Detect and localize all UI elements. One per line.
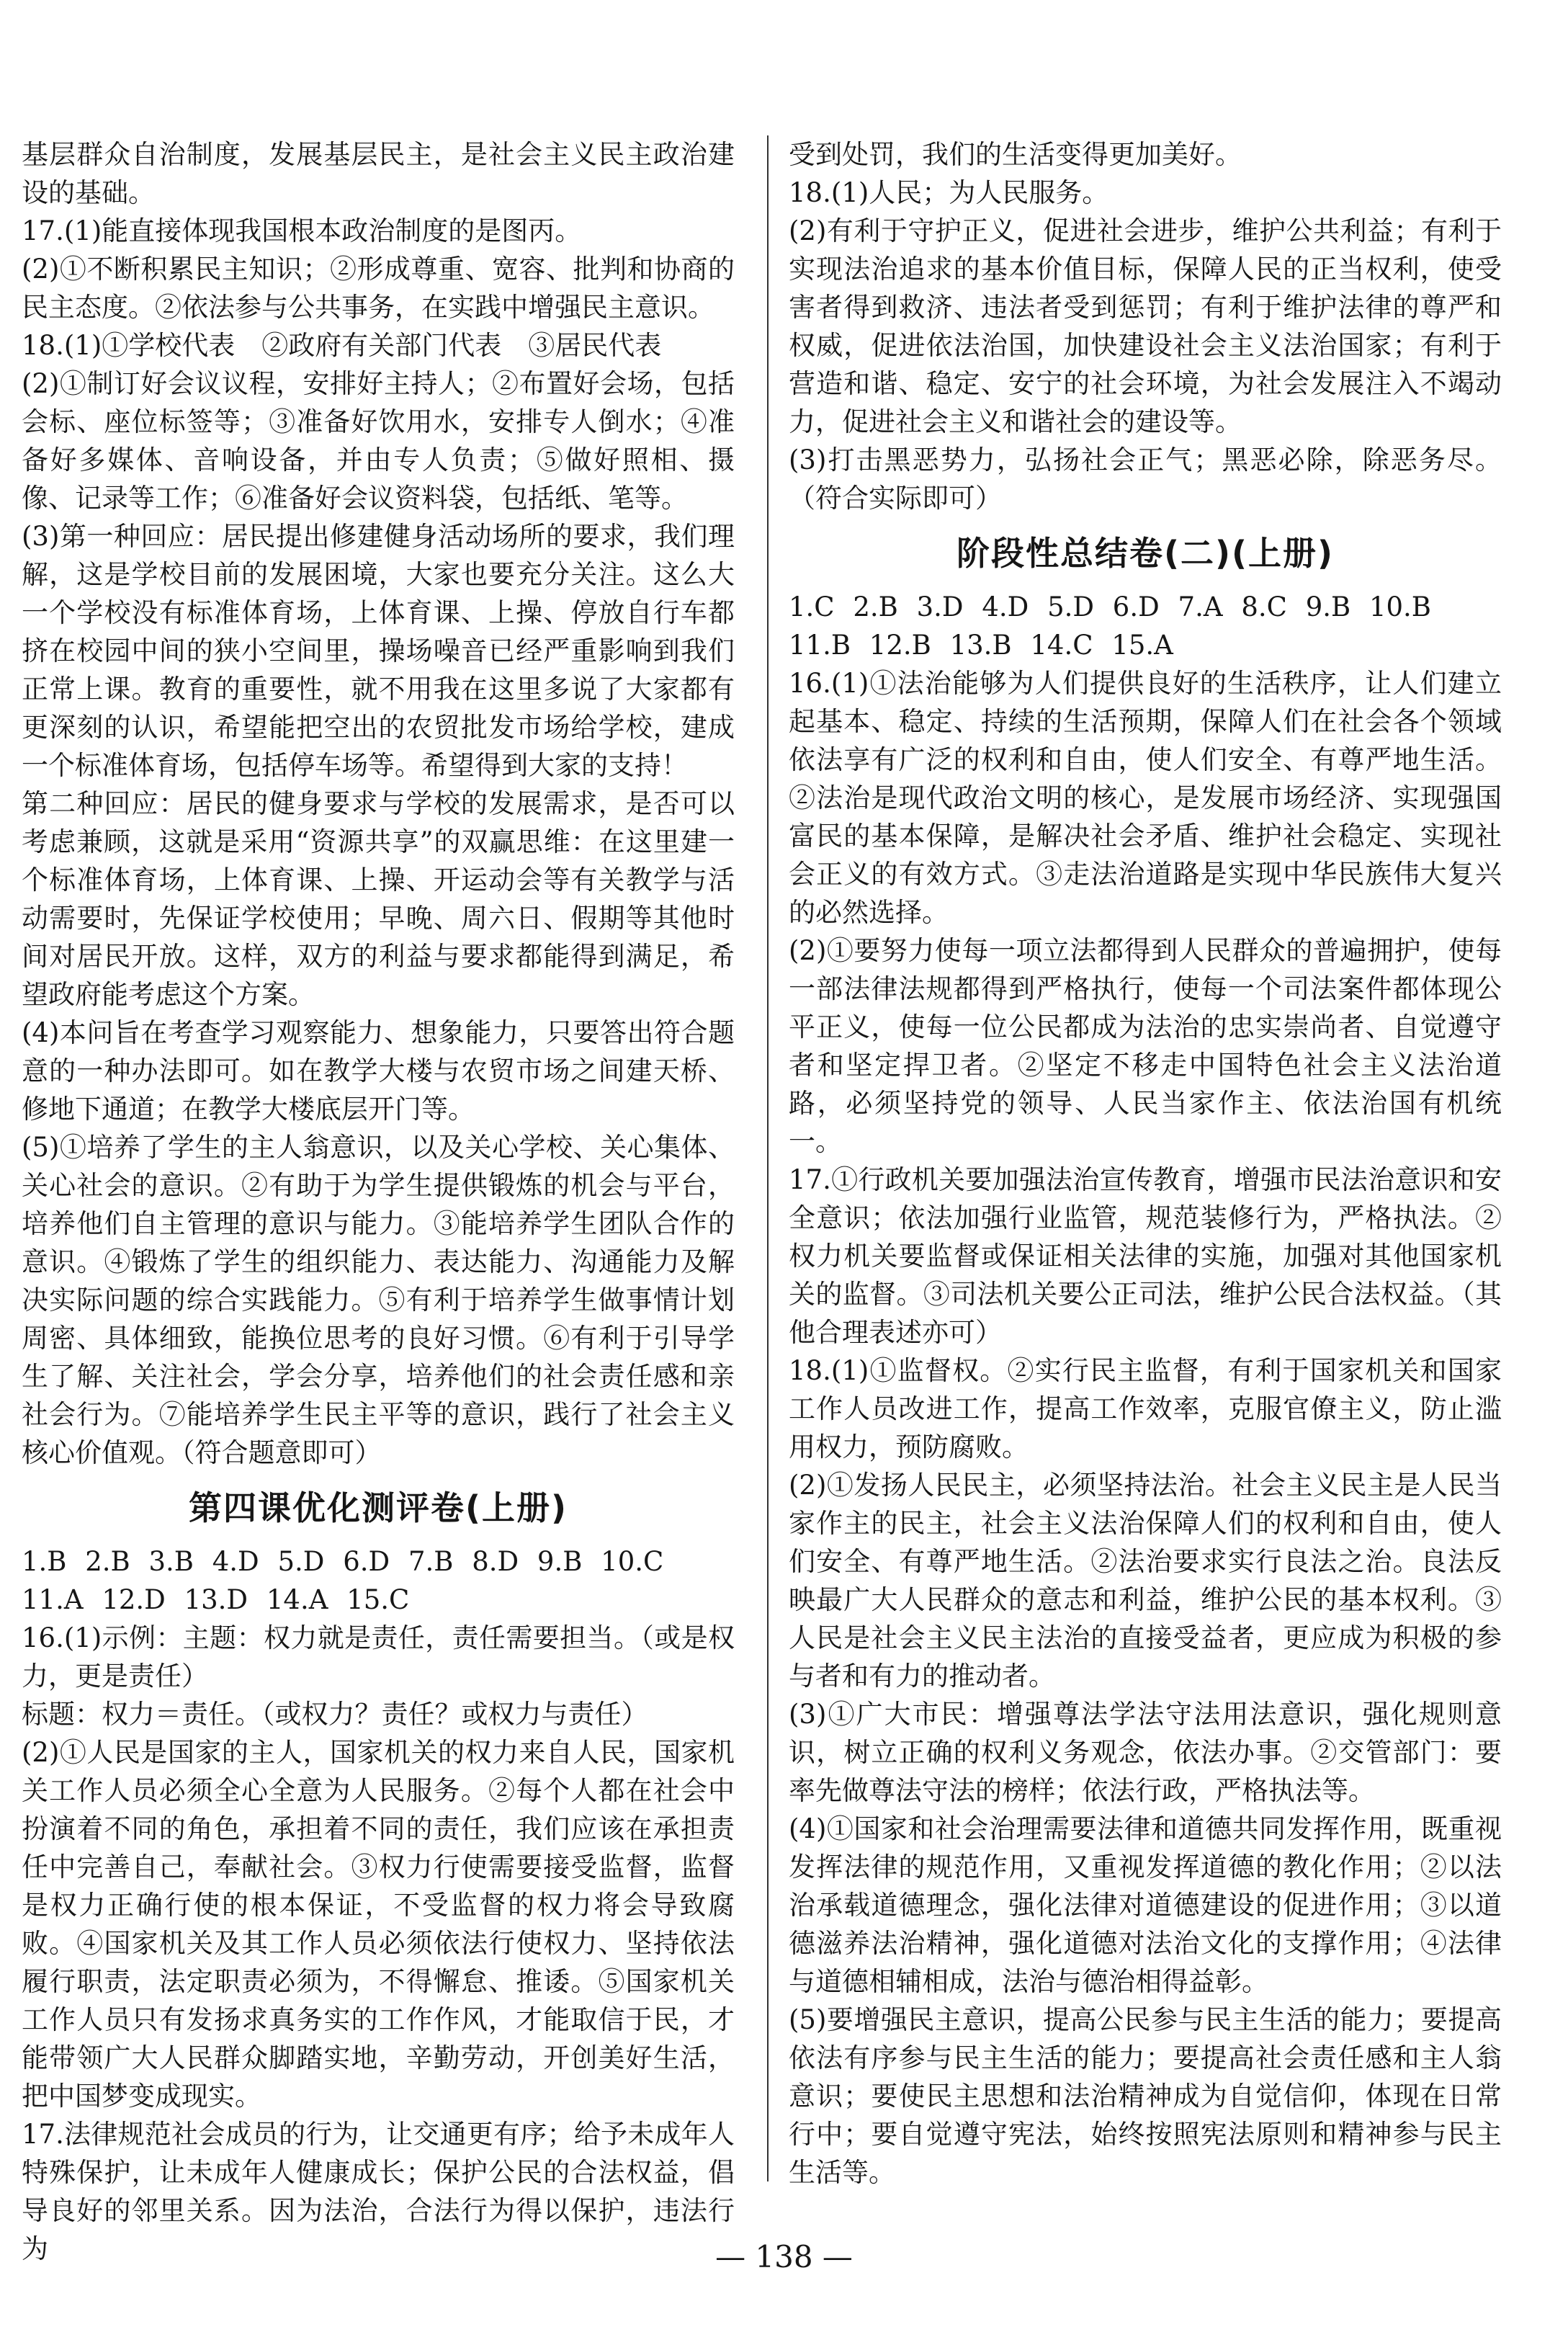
answer-paragraph: 基层群众自治制度，发展基层民主，是社会主义民主政治建设的基础。 xyxy=(22,139,735,208)
multiple-choice-answers: 11.A 12.D 13.D 14.A 15.C xyxy=(22,1584,410,1615)
section-heading: 阶段性总结卷(二)(上册) xyxy=(956,534,1335,573)
answer-paragraph: (4)①国家和社会治理需要法律和道德共同发挥作用，既重视发挥法律的规范作用，又重视发挥道德的教化作用；②以法治承载道德理念，强化法律对道德建设的促进作用；③以道德滋养法治精神，强化道德对法治文化的支撑作用；④法律与道德相辅相成，法治与德治相得益彰。 xyxy=(789,1813,1502,1997)
section-heading: 第四课优化测评卷(上册) xyxy=(188,1488,568,1527)
answer-paragraph: 16.(1)示例：主题：权力就是责任，责任需要担当。（或是权力，更是责任） xyxy=(22,1622,735,1692)
column-divider xyxy=(767,135,769,2181)
answer-paragraph: 18.(1)①监督权。②实行民主监督，有利于国家机关和国家工作人员改进工作，提高工作效率，克服官僚主义，防止滥用权力，预防腐败。 xyxy=(789,1355,1502,1462)
answer-paragraph: 18.(1)①学校代表 ②政府有关部门代表 ③居民代表 xyxy=(22,330,662,361)
page-number: — 138 — xyxy=(715,2239,853,2274)
answer-paragraph: (3)第一种回应：居民提出修建健身活动场所的要求，我们理解，这是学校目前的发展困境，大家也要充分关注。这么大一个学校没有标准体育场，上体育课、上操、停放自行车都挤在校园中间的狭小空间里，操场噪音已经严重影响到我们正常上课。教育的重要性，就不用我在这里多说了大家都有更深刻的认识，希望能把空出的农贸批发市场给学校，建成一个标准体育场，包括停车场等。希望得到大家的支持！ xyxy=(22,521,735,781)
answer-paragraph: 标题：权力＝责任。（或权力？责任？或权力与责任） xyxy=(22,1699,648,1730)
answer-paragraph: (3)打击黑恶势力，弘扬社会正气；黑恶必除，除恶务尽。（符合实际即可） xyxy=(789,445,1502,514)
answer-paragraph: (5)①培养了学生的主人翁意识，以及关心学校、关心集体、关心社会的意识。②有助于为学生提供锻炼的机会与平台，培养他们自主管理的意识与能力。③能培养学生团队合作的意识。④锻炼了学生的组织能力、表达能力、沟通能力及解决实际问题的综合实践能力。⑤有利于培养学生做事情计划周密、具体细致，能换位思考的良好习惯。⑥有利于引导学生了解、关注社会，学会分享，培养他们的社会责任感和亲社会行为。⑦能培养学生民主平等的意识，践行了社会主义核心价值观。（符合题意即可） xyxy=(22,1132,735,1468)
multiple-choice-answers: 1.B 2.B 3.B 4.D 5.D 6.D 7.B 8.D 9.B 10.C xyxy=(22,1546,664,1577)
answer-paragraph: 18.(1)人民；为人民服务。 xyxy=(789,177,1109,208)
answer-paragraph: 16.(1)①法治能够为人们提供良好的生活秩序，让人们建立起基本、稳定、持续的生活预期，保障人们在社会各个领域依法享有广泛的权利和自由，使人们安全、有尊严地生活。②法治是现代政治文明的核心，是发展市场经济、实现强国富民的基本保障，是解决社会矛盾、维护社会稳定、实现社会正义的有效方式。③走法治道路是实现中华民族伟大复兴的必然选择。 xyxy=(789,668,1502,928)
right-column xyxy=(789,135,1502,2192)
multiple-choice-answers: 1.C 2.B 3.D 4.D 5.D 6.D 7.A 8.C 9.B 10.B xyxy=(789,591,1431,622)
answer-paragraph: (2)①人民是国家的主人，国家机关的权力来自人民，国家机关工作人员必须全心全意为人民服务。②每个人都在社会中扮演着不同的角色，承担着不同的责任，我们应该在承担责任中完善自己，奉献社会。③权力行使需要接受监督，监督是权力正确行使的根本保证，不受监督的权力将会导致腐败。④国家机关及其工作人员必须依法行使权力、坚持依法履行职责，法定职责必须为，不得懈怠、推诿。⑤国家机关工作人员只有发扬求真务实的工作作风，才能取信于民，才能带领广大人民群众脚踏实地，辛勤劳动，开创美好生活，把中国梦变成现实。 xyxy=(22,1737,735,2112)
answer-paragraph: 17.(1)能直接体现我国根本政治制度的是图丙。 xyxy=(22,215,582,246)
multiple-choice-answers: 11.B 12.B 13.B 14.C 15.A xyxy=(789,630,1173,661)
answer-paragraph: (4)本问旨在考查学习观察能力、想象能力，只要答出符合题意的一种办法即可。如在教学大楼与农贸市场之间建天桥、修地下通道；在教学大楼底层开门等。 xyxy=(22,1017,735,1125)
left-column xyxy=(22,135,735,2268)
answer-paragraph: 17.①行政机关要加强法治宣传教育，增强市民法治意识和安全意识；依法加强行业监管，规范装修行为，严格执法。②权力机关要监督或保证相关法律的实施，加强对其他国家机关的监督。③司法机关要公正司法，维护公民合法权益。（其他合理表述亦可） xyxy=(789,1164,1502,1348)
answer-paragraph: (2)有利于守护正义，促进社会进步，维护公共利益；有利于实现法治追求的基本价值目标，保障人民的正当权利，使受害者得到救济、违法者受到惩罚；有利于维护法律的尊严和权威，促进依法治国，加快建设社会主义法治国家；有利于营造和谐、稳定、安宁的社会环境，为社会发展注入不竭动力，促进社会主义和谐社会的建设等。 xyxy=(789,215,1502,437)
answer-paragraph: (2)①不断积累民主知识；②形成尊重、宽容、批判和协商的民主态度。②依法参与公共事务，在实践中增强民主意识。 xyxy=(22,254,735,323)
answer-paragraph: (5)要增强民主意识，提高公民参与民主生活的能力；要提高依法有序参与民主生活的能力；要提高社会责任感和主人翁意识；要使民主思想和法治精神成为自觉信仰，体现在日常行中；要自觉遵守宪法，始终按照宪法原则和精神参与民主生活等。 xyxy=(789,2004,1502,2188)
answer-paragraph: (3)①广大市民：增强尊法学法守法用法意识，强化规则意识，树立正确的权利义务观念，依法办事。②交管部门：要率先做尊法守法的榜样；依法行政，严格执法等。 xyxy=(789,1699,1502,1806)
answer-paragraph: (2)①制订好会议议程，安排好主持人；②布置好会场，包括会标、座位标签等；③准备好饮用水，安排专人倒水；④准备好多媒体、音响设备，并由专人负责；⑤做好照相、摄像、记录等工作；⑥准备好会议资料袋，包括纸、笔等。 xyxy=(22,368,735,514)
answer-paragraph: 第二种回应：居民的健身要求与学校的发展需求，是否可以考虑兼顾，这就是采用“资源共享”的双赢思维：在这里建一个标准体育场，上体育课、上操、开运动会等有关教学与活动需要时，先保证学校使用；早晚、周六日、假期等其他时间对居民开放。这样，双方的利益与要求都能得到满足，希望政府能考虑这个方案。 xyxy=(22,788,735,1010)
answer-paragraph: (2)①要努力使每一项立法都得到人民群众的普遍拥护，使每一部法律法规都得到严格执行，使每一个司法案件都体现公平正义，使每一位公民都成为法治的忠实崇尚者、自觉遵守者和坚定捍卫者。②坚定不移走中国特色社会主义法治道路，必须坚持党的领导、人民当家作主、依法治国有机统一。 xyxy=(789,935,1502,1157)
answer-paragraph: 17.法律规范社会成员的行为，让交通更有序；给予未成年人特殊保护，让未成年人健康成长；保护公民的合法权益，倡导良好的邻里关系。因为法治，合法行为得以保护，违法行为 xyxy=(22,2119,735,2264)
answer-paragraph: (2)①发扬人民民主，必须坚持法治。社会主义民主是人民当家作主的民主，社会主义法治保障人们的权利和自由，使人们安全、有尊严地生活。②法治要求实行良法之治。良法反映最广大人民群众的意志和利益，维护公民的基本权利。③人民是社会主义民主法治的直接受益者，更应成为积极的参与者和有力的推动者。 xyxy=(789,1470,1502,1692)
answer-paragraph: 受到处罚，我们的生活变得更加美好。 xyxy=(789,139,1242,170)
